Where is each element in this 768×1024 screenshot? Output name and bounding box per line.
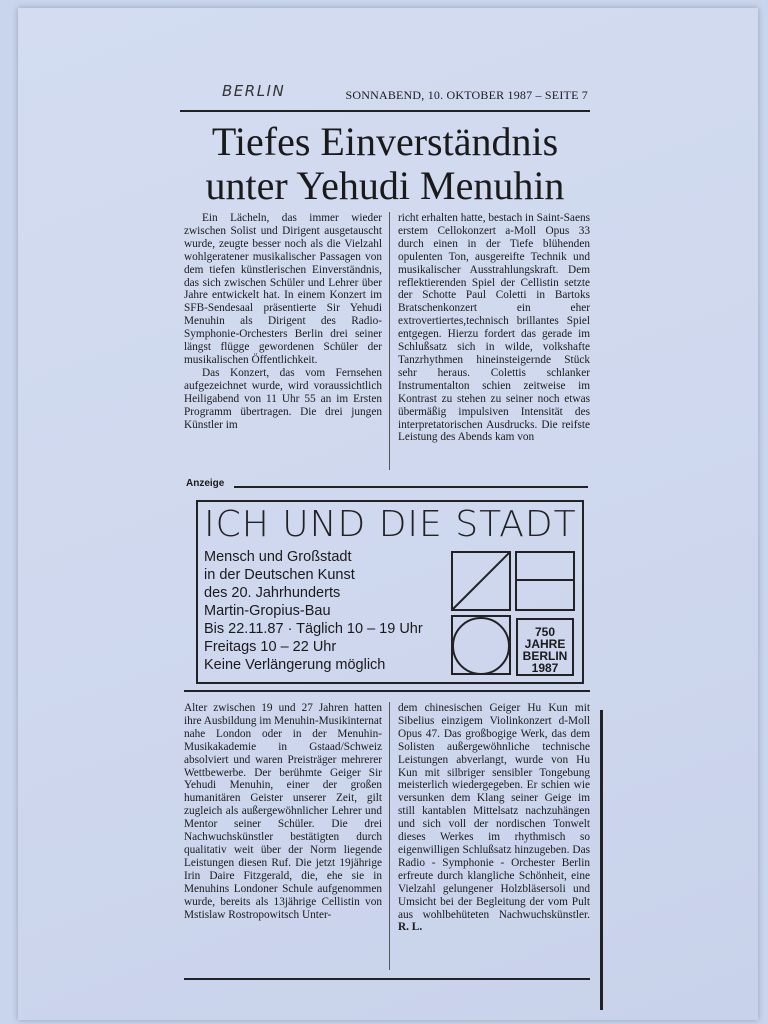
paragraph: richt erhalten hatte, bestach in Saint-Saens erstem Cellokonzert a-Moll Opus 33 durch einen in der Tiefe blühenden opulenten Ton, ausgereifte Technik und musikalischer Ausstrahlungskraft. Dem reflektierenden Spiel der Cellistin setzte der Schotte Paul Coletti in Bartoks Bratschenkonzert ein eher extrovertiertes,technisch brillantes Spiel entgegen. Hierzu fordert das gerade im Schlußsatz sich in wilde, volkshafte Tanzrhythmen hineinsteigernde Stück sehr heraus. Colettis schlanker Instrumentalton schien zeitweise im Kontrast zu stehen zu seiner noch etwas übermäßig impulsiven Intensität des interpretatorischen Ausdrucks. Die reifste Leistung des Abends kam von [398,212,590,444]
paragraph [398,702,590,934]
ad-line: in der Deutschen Kunst [204,567,355,583]
headline-line-2: unter Yehudi Menuhin [205,163,565,208]
handwritten-note: BERLIN [222,82,286,100]
paragraph-text: dem chinesischen Geiger Hu Kun mit Sibelius einzigem Violinkonzert d-Moll Opus 47. Das großbogige Werk, das dem Solisten außergewöhnliche technische Leistungen abverlangt, wurde von Hu Kun mit silbriger sensibler Tongebung meisterlich wiedergegeben. Er schien wie versunken dem Klang seiner Geige im still kantablen Mittelsatz nachzuhängen und sich voll der nordischen Tonwelt dieses Werkes im rhythmisch so eigenwilligen Schlußsatz hinzugeben. Das Radio - Symphonie - Orchester Berlin erfreute durch klangliche Schönheit, eine Vielzahl gelungener Holzbläsersoli und Umsicht bei der Begleitung der vom Pult aus wohlbehüteten Nachwuchskünstler. [398,702,590,921]
ad-title: ICH UND DIE STADT [204,504,577,545]
ad-rule [234,486,588,488]
column-divider [389,702,390,970]
margin-mark [600,710,603,1010]
column-divider [389,212,390,470]
ad-line: des 20. Jahrhunderts [204,585,341,601]
berlin-750-badge [516,618,574,676]
section-rule [184,690,590,692]
paragraph: Das Konzert, das vom Fernsehen aufgezeichnet wurde, wird voraussichtlich Heiligabend von 11 Uhr 55 an im Ersten Programm übertragen. Die drei jungen Künstler im [184,366,382,431]
article-column-4 [398,702,590,934]
headline-line-1: Tiefes Einverständnis [211,119,559,164]
author-signature: R. L. [398,921,423,934]
badge-line: JAHRE [524,637,566,651]
badge-line: 1987 [531,661,559,675]
ad-line: Bis 22.11.87 · Täglich 10 – 19 Uhr [204,621,423,637]
article-column-1 [184,212,382,431]
article-column-3 [184,702,382,921]
paragraph: Ein Lächeln, das immer wieder zwischen Solist und Dirigent ausgetauscht wurde, zeugte besser noch als die Vielzahl wohlgeratener musikalischer Passagen von dem tiefen künstlerischen Einverständnis, das sich zwischen Schüler und Lehrer über Jahre entwickelt hat. In einem Konzert im SFB-Sendesaal präsentierte Sir Yehudi Menuhin als Dirigent des Radio-Symphonie-Orchesters Berlin drei seiner längst flügge gewordenen Schüler der musikalischen Öffentlichkeit. [184,212,382,366]
dateline: SONNABEND, 10. OKTOBER 1987 – SEITE 7 [345,88,588,102]
ad-line: Mensch und Großstadt [204,549,352,565]
headline [180,120,590,208]
ad-line: Keine Verlängerung möglich [204,657,386,673]
ad-line: Freitags 10 – 22 Uhr [204,639,337,655]
bottom-rule [184,978,590,980]
paragraph: Alter zwischen 19 und 27 Jahren hatten ihre Ausbildung im Menuhin-Musikinternat nahe London oder in der Menuhin-Musikakademie in Gstaad/Schweiz absolviert und waren Preisträger mehrerer Wettbewerbe. Der berühmte Geiger Sir Yehudi Menuhin, einer der großen humanitären Geister unserer Zeit, gilt zugleich als außergewöhnlicher Lehrer und Mentor seiner Schüler. Die drei Nachwuchskünstler bestätigten durch qualitativ weit über der Norm liegende Leistungen diesen Ruf. Die jetzt 19jährige Irin Daire Fitzgerald, die, ehe sie in Menuhins Londoner Schule aufgenommen wurde, bereits als 13jährige Cellistin von Mstislaw Rostropowitsch Unter- [184,702,382,921]
ad-line: Martin-Gropius-Bau [204,603,331,619]
badge-line: 750 [534,625,556,639]
badge-line: BERLIN [522,649,568,663]
advertisement [196,500,584,684]
ad-text [204,548,444,674]
article-column-2 [398,212,590,444]
page-header [180,84,590,112]
ad-label: Anzeige [186,478,225,489]
